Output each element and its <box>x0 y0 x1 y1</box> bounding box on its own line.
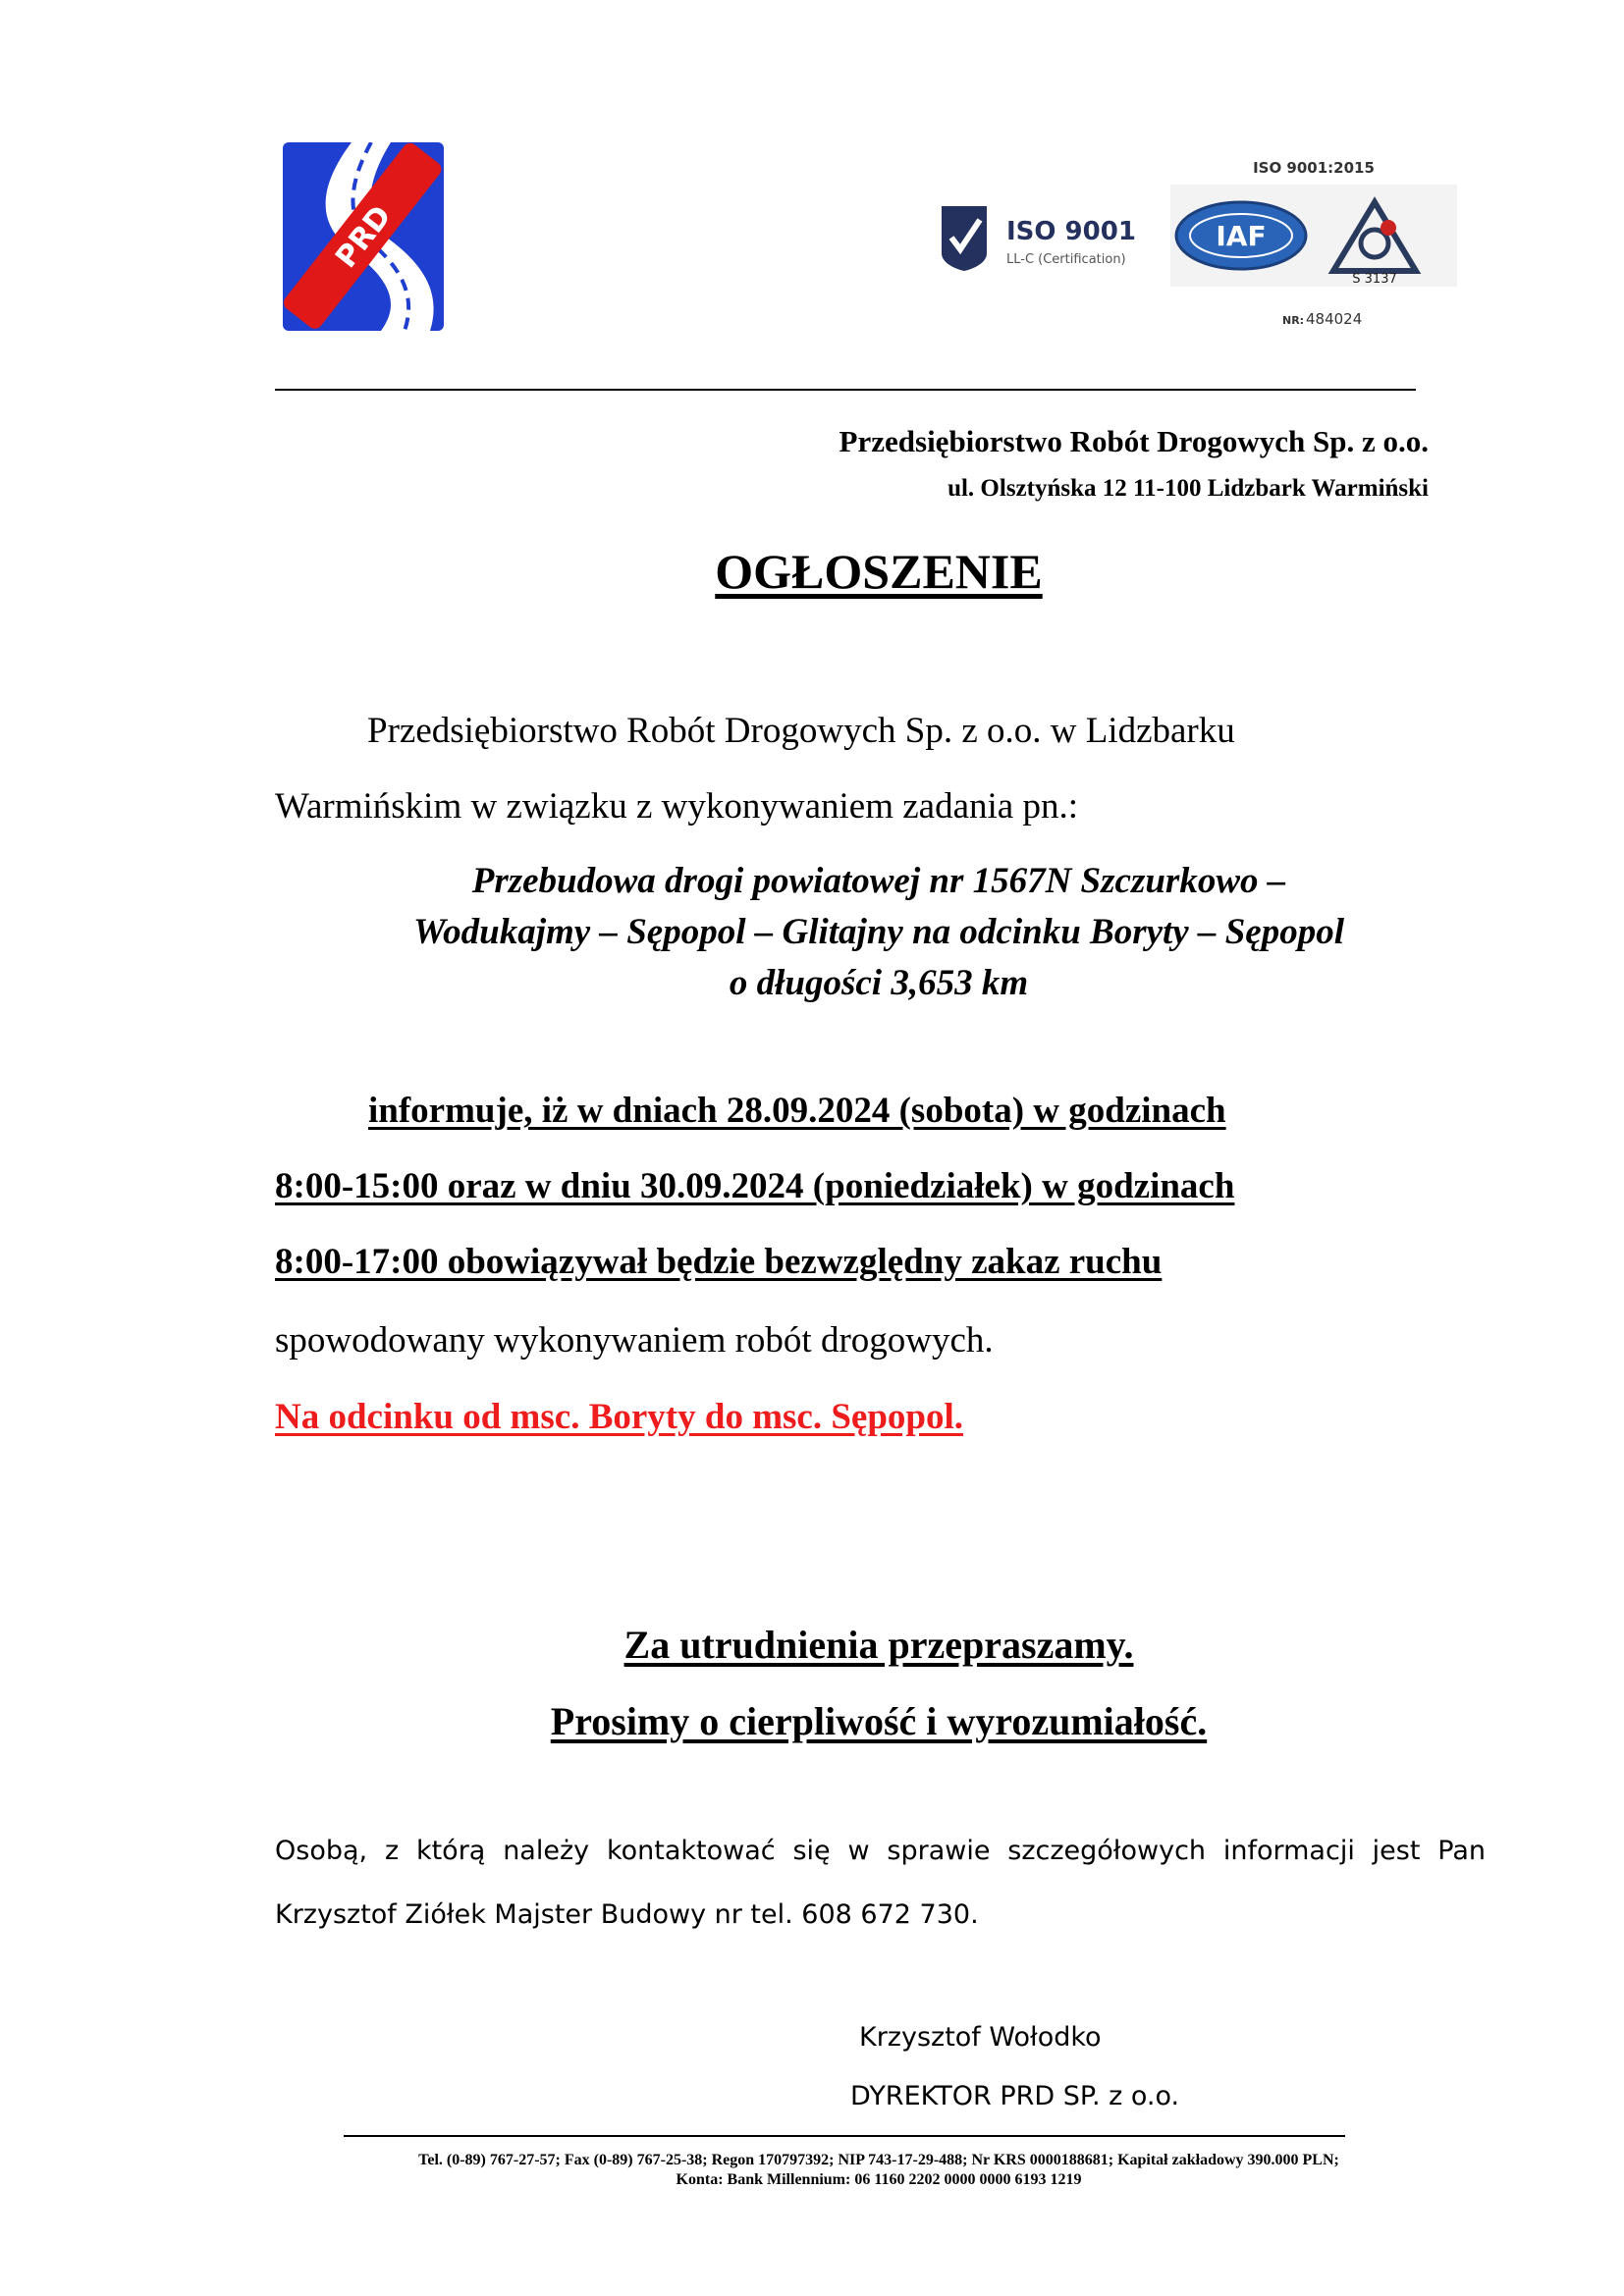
project-name-line-3: o długości 3,653 km <box>729 963 1029 1003</box>
project-name-line-2: Wodukajmy – Sępopol – Glitajny na odcinku Boryty – Sępopol <box>413 912 1344 952</box>
contact-info-line-2: Krzysztof Ziółek Majster Budowy nr tel. 608 672 730. <box>275 1899 979 1930</box>
patience-request-line: Prosimy o cierpliwość i wyrozumiałość. <box>550 1699 1208 1743</box>
prd-logo-text: PRD <box>329 198 399 275</box>
footer-divider <box>344 2135 1345 2137</box>
iso-standard-label: ISO 9001:2015 <box>1253 159 1375 177</box>
project-name-line-1: Przebudowa drogi powiatowej nr 1567N Szczurkowo – <box>471 861 1286 901</box>
footer-bank-account: Konta: Bank Millennium: 06 1160 2202 0000 0000 6193 1219 <box>676 2171 1082 2188</box>
closure-info-line-2: 8:00-15:00 oraz w dniu 30.09.2024 (poniedziałek) w godzinach <box>275 1166 1235 1206</box>
iso-9001-badge <box>938 204 1144 273</box>
cert-number: 484024 <box>1306 310 1363 328</box>
intro-line-1: Przedsiębiorstwo Robót Drogowych Sp. z o.o. w Lidzbarku <box>367 711 1235 751</box>
iaf-label: IAF <box>1216 220 1267 252</box>
company-address: ul. Olsztyńska 12 11-100 Lidzbark Warmiński <box>947 475 1429 502</box>
closure-info-line-1: informuje, iż w dniach 28.09.2024 (sobota) w godzinach <box>368 1091 1226 1131</box>
iso-badge-title: ISO 9001 <box>1006 217 1136 246</box>
signer-title: DYREKTOR PRD SP. z o.o. <box>850 2081 1180 2111</box>
closure-section-notice: Na odcinku od msc. Boryty do msc. Sępopol. <box>275 1397 964 1437</box>
closure-info-line-3: 8:00-17:00 obowiązywał będzie bezwzględny zakaz ruchu <box>275 1242 1163 1282</box>
company-name: Przedsiębiorstwo Robót Drogowych Sp. z o.o. <box>839 424 1429 458</box>
prd-logo <box>283 142 444 331</box>
cert-number-label: NR: <box>1282 314 1305 327</box>
page-title: OGŁOSZENIE <box>715 544 1043 599</box>
signer-name: Krzysztof Wołodko <box>859 2022 1102 2053</box>
closure-info-line-4: spowodowany wykonywaniem robót drogowych. <box>275 1320 994 1361</box>
iso-badge-subtitle: LL-C (Certification) <box>1006 252 1126 267</box>
footer-company-details: Tel. (0-89) 767-27-57; Fax (0-89) 767-25-38; Regon 170797392; NIP 743-17-29-488; Nr KRS 0000188681; Kapitał zakładowy 390.000 PLN; <box>418 2152 1339 2168</box>
apology-line: Za utrudnienia przepraszamy. <box>623 1623 1134 1667</box>
iaf-certification-block <box>1166 157 1461 334</box>
header-divider <box>275 389 1416 391</box>
contact-info-line-1: Osobą, z którą należy kontaktować się w sprawie szczegółowych informacji jest Pan <box>275 1836 1486 1866</box>
intro-line-2: Warmińskim w związku z wykonywaniem zadania pn.: <box>275 786 1078 827</box>
cert-code: S 3137 <box>1352 272 1397 287</box>
